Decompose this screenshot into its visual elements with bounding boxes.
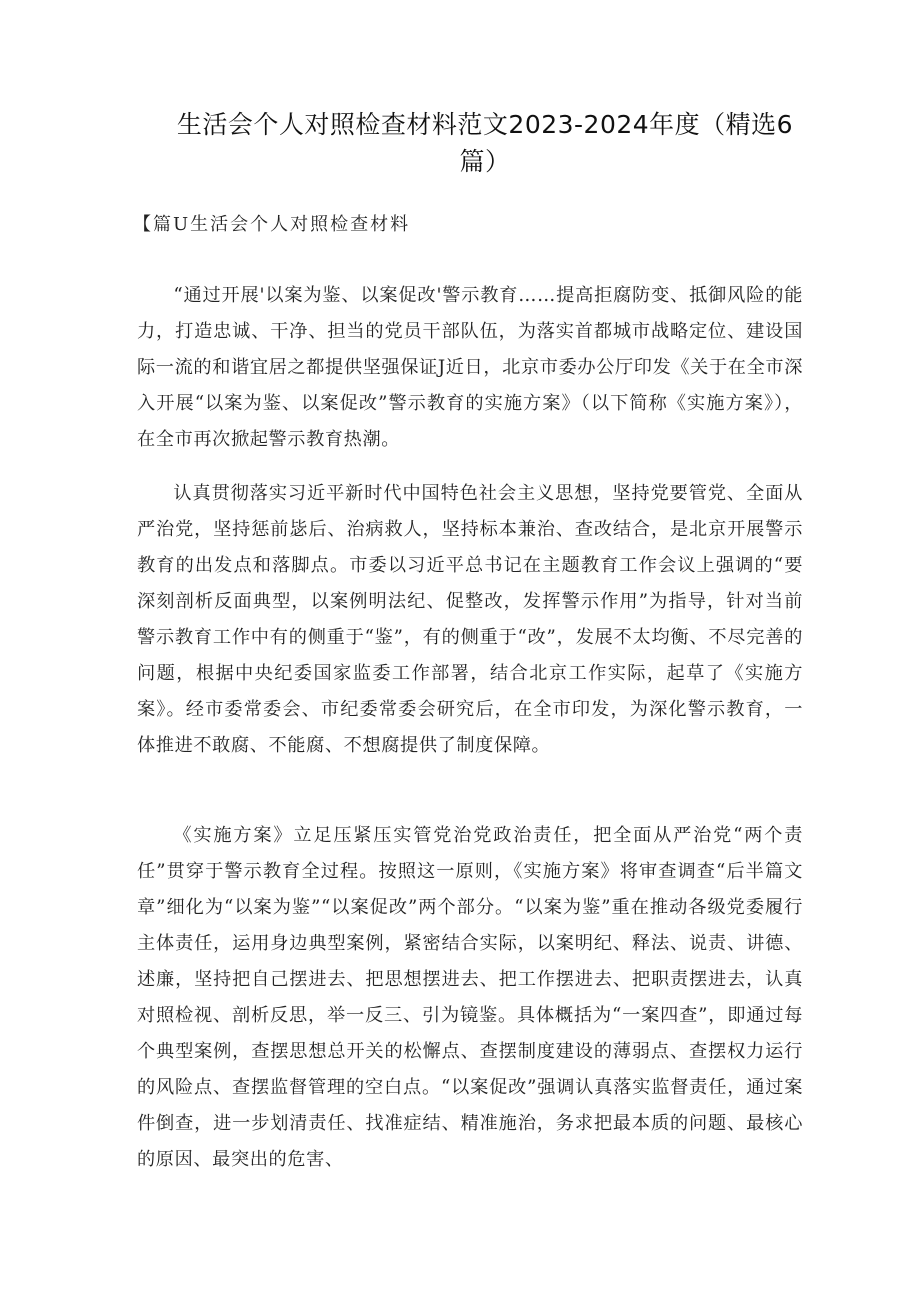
paragraph: “通过开展'以案为鉴、以案促改'警示教育……提高拒腐防变、抵御风险的能力，打造忠诚、干净、担当的党员干部队伍，为落实首都城市战略定位、建设国际一流的和谐宜居之都提供坚强保证J近日，北京市委办公厅印发《关于在全市深入开展“以案为鉴、以案促改”警示教育的实施方案》（以下简称《实施方案》），在全市再次掀起警示教育热潮。: [137, 285, 803, 450]
section-heading: 【篇U生活会个人对照检查材料: [133, 214, 411, 235]
paragraph: 认真贯彻落实习近平新时代中国特色社会主义思想，坚持党要管党、全面从严治党，坚持惩前毖后、治病救人，坚持标本兼治、查改结合，是北京开展警示教育的出发点和落脚点。市委以习近平总书记在主题教育工作会议上强调的“要深刻剖析反面典型，以案例明法纪、促整改，发挥警示作用”为指导，针对当前警示教育工作中有的侧重于“鉴”，有的侧重于“改”，发展不太均衡、不尽完善的问题，根据中央纪委国家监委工作部署，结合北京工作实际，起草了《实施方案》。经市委常委会、市纪委常委会研究后，在全市印发，为深化警示教育，一体推进不敢腐、不能腐、不想腐提供了制度保障。: [137, 483, 803, 756]
paragraph: 《实施方案》立足压紧压实管党治党政治责任，把全面从严治党“两个责任”贯穿于警示教育全过程。按照这一原则，《实施方案》将审查调查“后半篇文章”细化为“以案为鉴”“以案促改”两个部分。“以案为鉴”重在推动各级党委履行主体责任，运用身边典型案例，紧密结合实际，以案明纪、释法、说责、讲德、述廉，坚持把自己摆进去、把思想摆进去、把工作摆进去、把职责摆进去，认真对照检视、剖析反思，举一反三、引为镜鉴。具体概括为“一案四查”，即通过每个典型案例，查摆思想总开关的松懈点、查摆制度建设的薄弱点、查摆权力运行的风险点、查摆监督管理的空白点。“以案促改”强调认真落实监督责任，通过案件倒查，进一步划清责任、找准症结、精准施治，务求把最本质的问题、最核心的原因、最突出的危害、: [137, 825, 803, 1170]
document-title: 生活会个人对照检查材料范文2023-2024年度（精选6篇）: [176, 110, 794, 176]
